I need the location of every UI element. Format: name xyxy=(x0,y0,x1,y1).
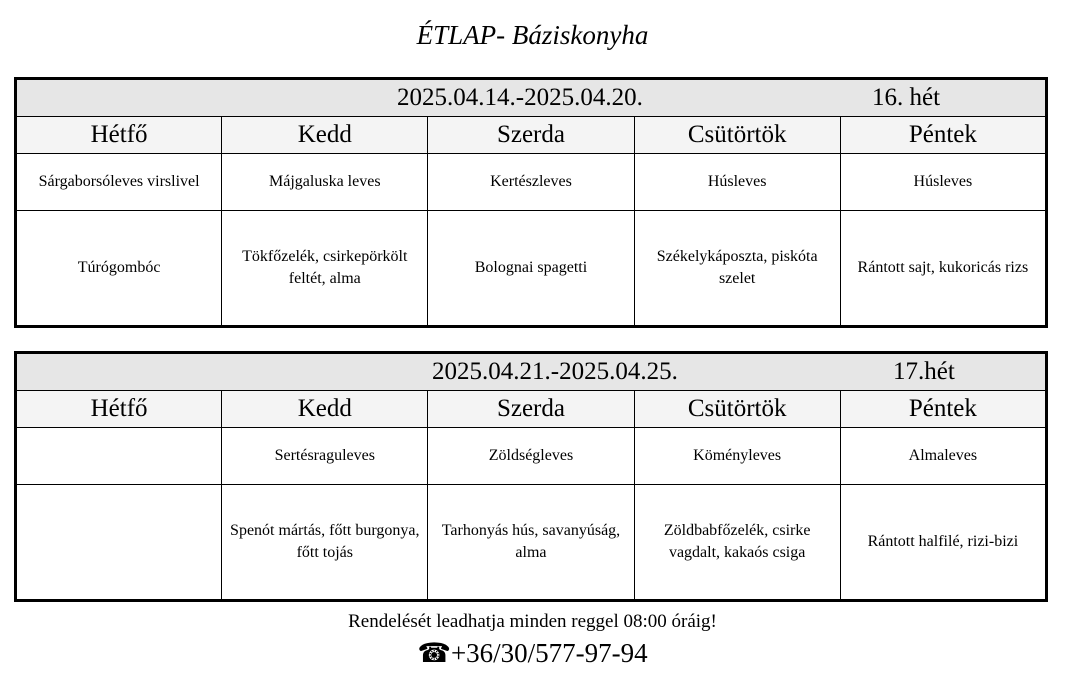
soup-thursday: Húsleves xyxy=(634,154,840,211)
day-wednesday: Szerda xyxy=(428,391,634,428)
phone-line xyxy=(0,638,1065,669)
main-thursday: Zöldbabfőzelék, csirke vagdalt, kakaós csiga xyxy=(634,485,840,601)
soup-monday: Sárgaborsóleves virslivel xyxy=(16,154,222,211)
main-tuesday: Tökfőzelék, csirkepörkölt feltét, alma xyxy=(222,211,428,327)
week-header-row xyxy=(16,79,1047,117)
soup-thursday: Köményleves xyxy=(634,428,840,485)
soup-friday: Almaleves xyxy=(840,428,1046,485)
day-monday: Hétfő xyxy=(16,391,222,428)
phone-icon: ☎ xyxy=(417,638,451,668)
days-row xyxy=(16,391,1047,428)
day-tuesday: Kedd xyxy=(222,117,428,154)
date-range: 2025.04.21.-2025.04.25. xyxy=(432,358,678,385)
day-friday: Péntek xyxy=(840,117,1046,154)
soup-monday xyxy=(16,428,222,485)
day-thursday: Csütörtök xyxy=(634,391,840,428)
date-range: 2025.04.14.-2025.04.20. xyxy=(397,84,643,111)
page-title: ÉTLAP- Báziskonyha xyxy=(416,20,649,50)
main-friday: Rántott sajt, kukoricás rizs xyxy=(840,211,1046,327)
days-row xyxy=(16,117,1047,154)
phone-number: +36/30/577-97-94 xyxy=(450,638,648,668)
day-tuesday: Kedd xyxy=(222,391,428,428)
main-tuesday: Spenót mártás, főtt burgonya, főtt tojás xyxy=(222,485,428,601)
day-friday: Péntek xyxy=(840,391,1046,428)
main-course-row xyxy=(16,485,1047,601)
order-note: Rendelését leadhatja minden reggel 08:00 óráig! xyxy=(348,611,717,632)
soup-wednesday: Zöldségleves xyxy=(428,428,634,485)
main-wednesday: Tarhonyás hús, savanyúság, alma xyxy=(428,485,634,601)
main-wednesday: Bolognai spagetti xyxy=(428,211,634,327)
soup-wednesday: Kertészleves xyxy=(428,154,634,211)
week-header-row xyxy=(16,353,1047,391)
day-wednesday: Szerda xyxy=(428,117,634,154)
day-thursday: Csütörtök xyxy=(634,117,840,154)
main-course-row xyxy=(16,211,1047,327)
main-monday xyxy=(16,485,222,601)
day-monday: Hétfő xyxy=(16,117,222,154)
main-monday: Túrógombóc xyxy=(16,211,222,327)
week-table-1 xyxy=(14,77,1048,328)
week-header xyxy=(16,353,1047,391)
main-friday: Rántott halfilé, rizi-bizi xyxy=(840,485,1046,601)
soup-tuesday: Sertésraguleves xyxy=(222,428,428,485)
week-number: 17.hét xyxy=(893,358,955,385)
soup-row xyxy=(16,428,1047,485)
soup-row xyxy=(16,154,1047,211)
week-number: 16. hét xyxy=(872,84,941,111)
main-thursday: Székelykáposzta, piskóta szelet xyxy=(634,211,840,327)
soup-friday: Húsleves xyxy=(840,154,1046,211)
week-table-2 xyxy=(14,351,1048,602)
soup-tuesday: Májgaluska leves xyxy=(222,154,428,211)
week-header xyxy=(16,79,1047,117)
